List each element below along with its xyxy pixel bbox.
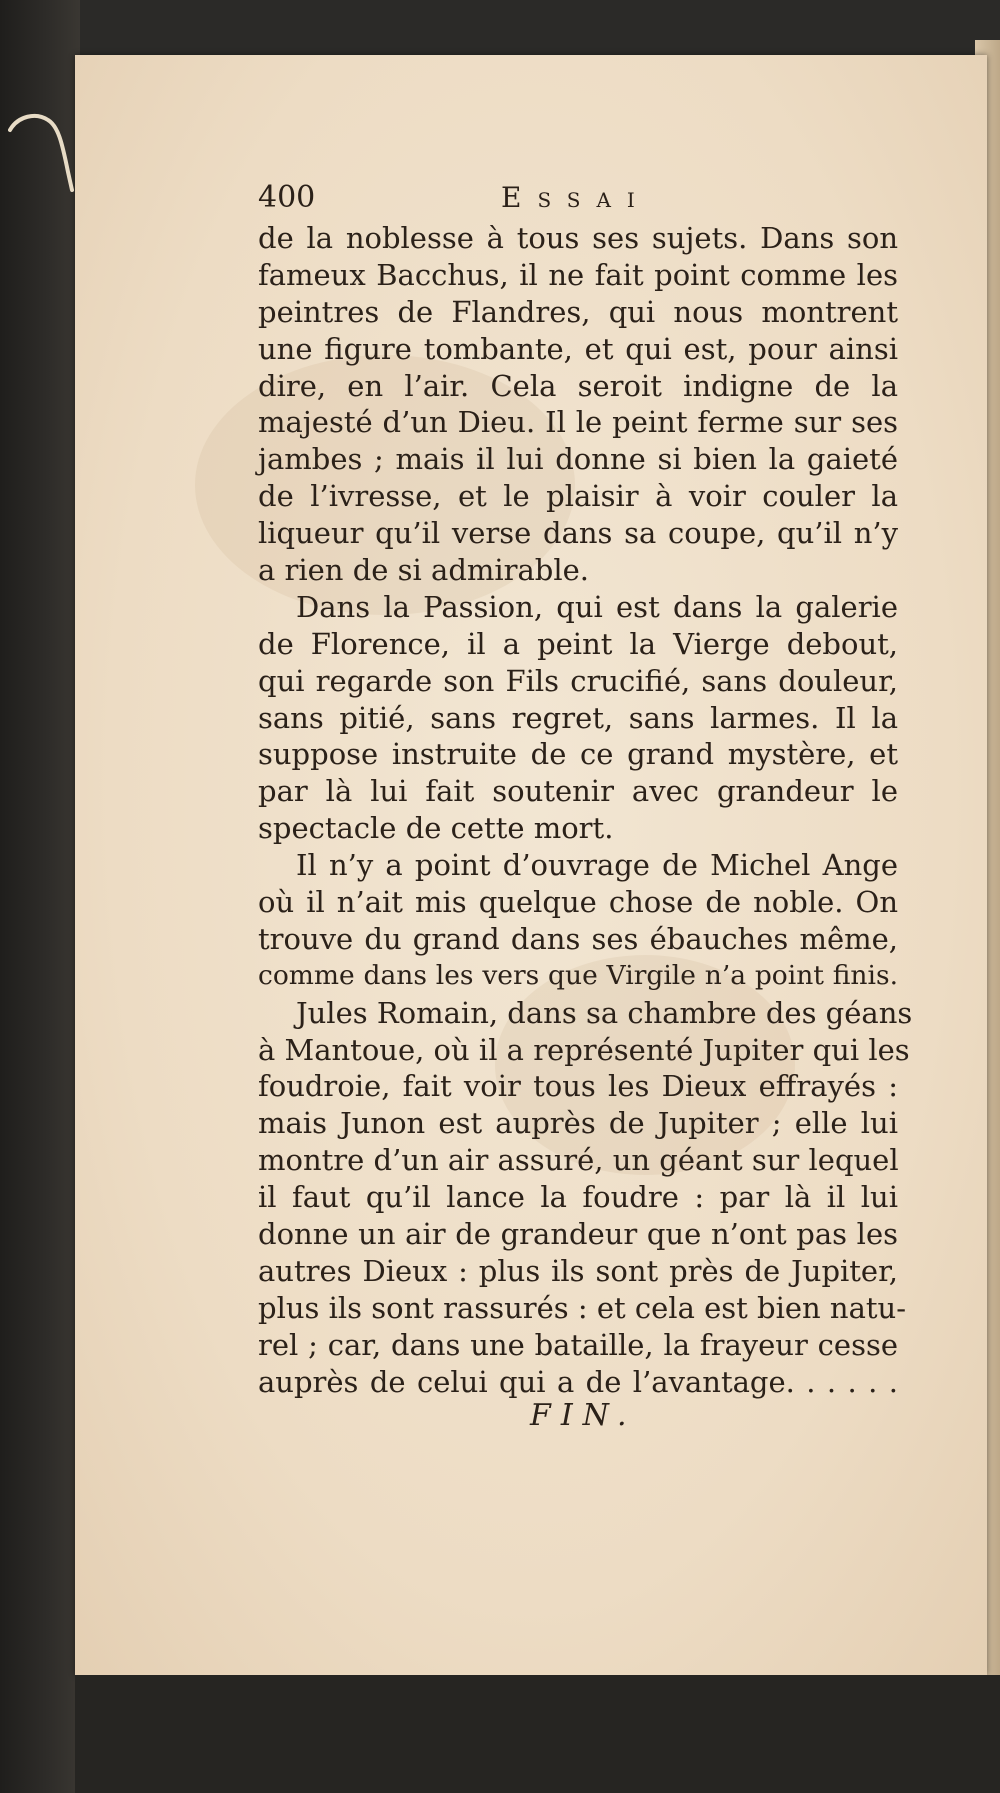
text-line: a rien de si admirable. — [258, 553, 590, 588]
text-line: liqueur qu’il verse dans sa coupe, qu’il n’y — [258, 516, 898, 551]
text-line: dire, en l’air. Cela seroit indigne de la — [258, 368, 898, 403]
body-text — [258, 220, 913, 1401]
text-line: il faut qu’il lance la foudre : par là il lui — [258, 1180, 898, 1215]
text-line: qui regarde son Fils crucifié, sans douleur, — [258, 663, 898, 698]
text-line: rel ; car, dans une bataille, la frayeur cesse — [258, 1327, 898, 1362]
text-line: sans pitié, sans regret, sans larmes. Il la — [258, 700, 898, 735]
text-line: autres Dieux : plus ils sont près de Jupiter, — [258, 1253, 898, 1288]
background-shadow — [75, 1675, 1000, 1793]
text-line: spectacle de cette mort. — [258, 811, 614, 846]
text-line: majesté d’un Dieu. Il le peint ferme sur ses — [258, 405, 898, 440]
text-line: de Florence, il a peint la Vierge debout, — [258, 626, 898, 661]
running-head — [258, 178, 778, 218]
paragraph-3 — [258, 847, 898, 995]
text-line: Dans la Passion, qui est dans la galerie — [296, 589, 898, 624]
text-line: de la noblesse à tous ses sujets. Dans son — [258, 221, 898, 255]
paragraph-4 — [258, 995, 913, 1401]
fin-ending: FIN. — [530, 1398, 637, 1433]
text-line: trouve du grand dans ses ébauches même, — [258, 921, 898, 956]
text-line: comme dans les vers que Virgile n’a point finis. — [258, 959, 898, 991]
loose-thread-icon — [8, 112, 78, 192]
running-title: Essai — [501, 181, 651, 214]
text-line: suppose instruite de ce grand mystère, et — [258, 737, 898, 772]
text-line: foudroie, fait voir tous les Dieux effrayés : — [258, 1069, 898, 1104]
text-line: où il n’ait mis quelque chose de noble. On — [258, 885, 898, 920]
text-line: fameux Bacchus, il ne fait point comme les — [258, 257, 898, 292]
paragraph-2 — [258, 589, 898, 847]
text-line: une figure tombante, et qui est, pour ainsi — [258, 331, 898, 366]
text-line: plus ils sont rassurés : et cela est bien natu- — [258, 1290, 906, 1325]
text-line: Il n’y a point d’ouvrage de Michel Ange — [296, 848, 898, 883]
text-line: de l’ivresse, et le plaisir à voir couler la — [258, 479, 898, 514]
text-line: peintres de Flandres, qui nous montrent — [258, 294, 898, 329]
text-line: montre d’un air assuré, un géant sur lequel — [258, 1143, 899, 1178]
text-line: par là lui fait soutenir avec grandeur le — [258, 774, 898, 809]
text-line: auprès de celui qui a de l’avantage. . . . . . — [258, 1364, 898, 1399]
text-line: mais Junon est auprès de Jupiter ; elle lui — [258, 1106, 898, 1141]
paragraph-1 — [258, 220, 898, 589]
book-binding — [0, 0, 80, 1793]
text-line: Jules Romain, dans sa chambre des géans — [296, 995, 913, 1030]
text-line: jambes ; mais il lui donne si bien la gaieté — [258, 442, 898, 477]
text-line: donne un air de grandeur que n’ont pas les — [258, 1217, 898, 1252]
page-number: 400 — [258, 180, 316, 215]
text-line: à Mantoue, où il a représenté Jupiter qui les — [258, 1032, 910, 1067]
